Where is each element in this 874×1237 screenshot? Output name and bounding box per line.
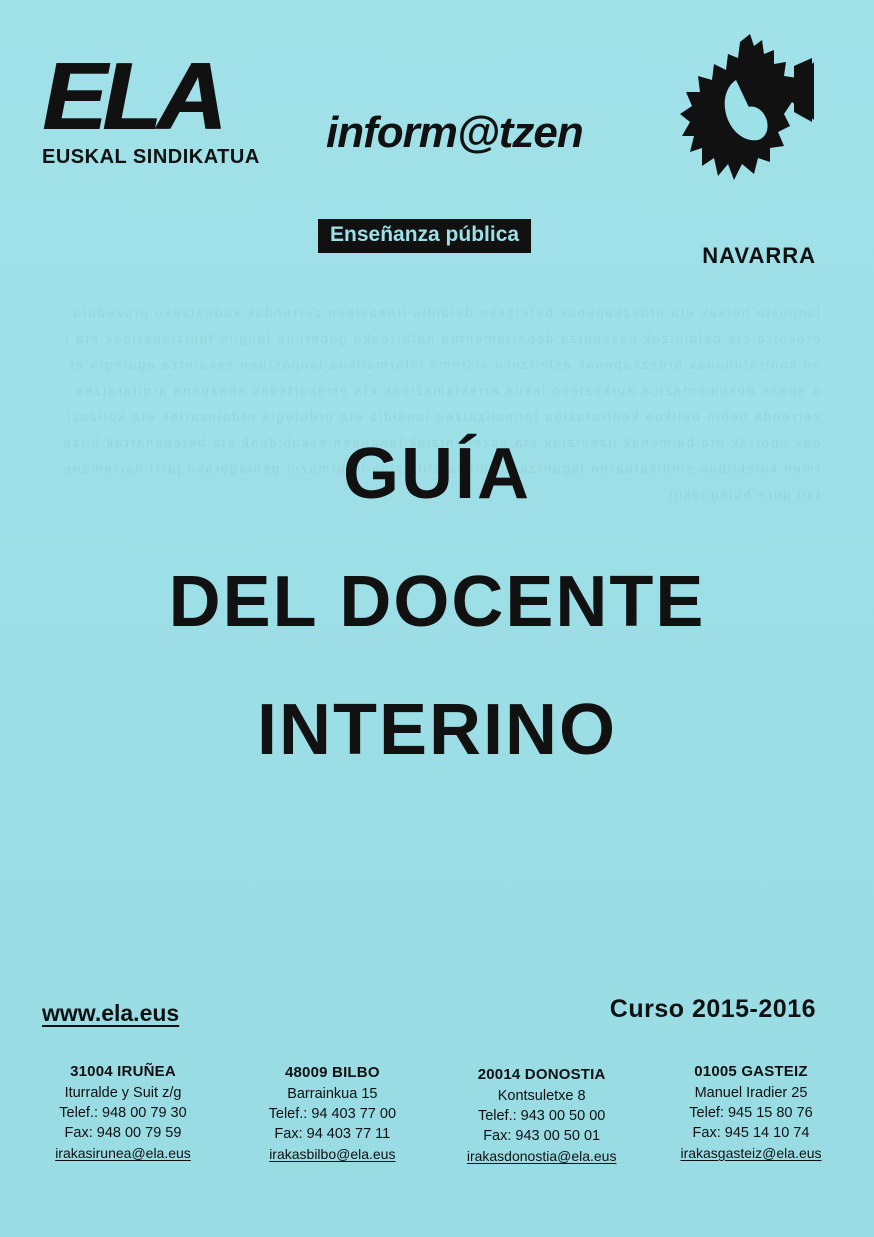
office-phone: Telef.: 948 00 79 30 xyxy=(59,1105,187,1121)
office-entry xyxy=(439,1062,645,1166)
office-email[interactable]: irakasgasteiz@ela.eus xyxy=(680,1145,822,1161)
document-header xyxy=(0,0,874,270)
title-line-3: INTERINO xyxy=(256,690,617,770)
office-address: Manuel Iradier 25 xyxy=(694,1085,808,1101)
title-line-2: DEL DOCENTE xyxy=(168,562,706,642)
office-fax: Fax: 948 00 79 59 xyxy=(64,1125,182,1141)
publication-title: inform@tzen xyxy=(326,108,583,157)
office-address: Iturralde y Suit z/g xyxy=(64,1085,182,1101)
section-badge: Enseñanza pública xyxy=(318,219,531,253)
office-address: Barrainkua 15 xyxy=(287,1086,378,1102)
office-email[interactable]: irakasdonostia@ela.eus xyxy=(466,1148,617,1164)
office-phone: Telef: 945 15 80 76 xyxy=(689,1105,813,1121)
region-label: NAVARRA xyxy=(702,243,816,268)
megaphone-icon xyxy=(666,28,816,218)
website-link[interactable]: www.ela.eus xyxy=(42,1000,180,1026)
offices-list xyxy=(20,1062,854,1166)
office-phone: Telef.: 943 00 50 00 xyxy=(477,1108,606,1124)
office-fax: Fax: 945 14 10 74 xyxy=(692,1125,810,1141)
office-name: 31004 IRUÑEA xyxy=(70,1063,176,1080)
office-entry xyxy=(20,1062,226,1166)
office-email[interactable]: irakasbilbo@ela.eus xyxy=(269,1146,396,1162)
office-fax: Fax: 94 403 77 11 xyxy=(274,1126,391,1142)
office-entry xyxy=(229,1062,435,1166)
office-address: Kontsuletxe 8 xyxy=(497,1088,586,1104)
office-email[interactable]: irakasirunea@ela.eus xyxy=(55,1145,191,1161)
ela-logo xyxy=(42,43,302,169)
course-year: Curso 2015-2016 xyxy=(609,995,816,1023)
ela-logo-wordmark: ELA xyxy=(42,43,222,150)
office-name: 01005 GASTEIZ xyxy=(694,1063,808,1080)
background-bleed-text: lanpostu hutsak eta ordezkapenak betetzeko deialdia irakasleen zerrendak kudeatzeko prozedura orokorra eta baldintzak hezkuntza departamentua nafarroako gobernua langile funtzionarioak eta lan kontratudunak ordezkapenak esleitzeko sistema informatikoa lanpostuen eskaintza egutegia eta epeak dokumentazioa aurkezteko lekua erreklamazioak eta errekurtsoak ebazpena argitaratzea zerrenda behin betikoa kontratazioa formalizatzea lanaldia eta ordutegia ordainsariak eta kotizazioak oporrak eta baimenak lizentziak eta eszedentziak langileen eskubideak eta betebeharrak hitzarmen kolektiboa sindikatuaren laguntza juridikoa afiliazioa informazio gehiagorako jarri harremanetan gure bulegoekin xyxy=(61,305,820,502)
office-fax: Fax: 943 00 50 01 xyxy=(483,1128,601,1144)
document-title xyxy=(0,410,874,794)
office-phone: Telef.: 94 403 77 00 xyxy=(268,1106,397,1122)
office-name: 48009 BILBO xyxy=(284,1064,380,1081)
office-entry xyxy=(648,1062,854,1166)
ela-logo-tagline: EUSKAL SINDIKATUA xyxy=(42,146,260,168)
office-name: 20014 DONOSTIA xyxy=(477,1066,606,1083)
title-line-1: GUÍA xyxy=(343,434,531,514)
